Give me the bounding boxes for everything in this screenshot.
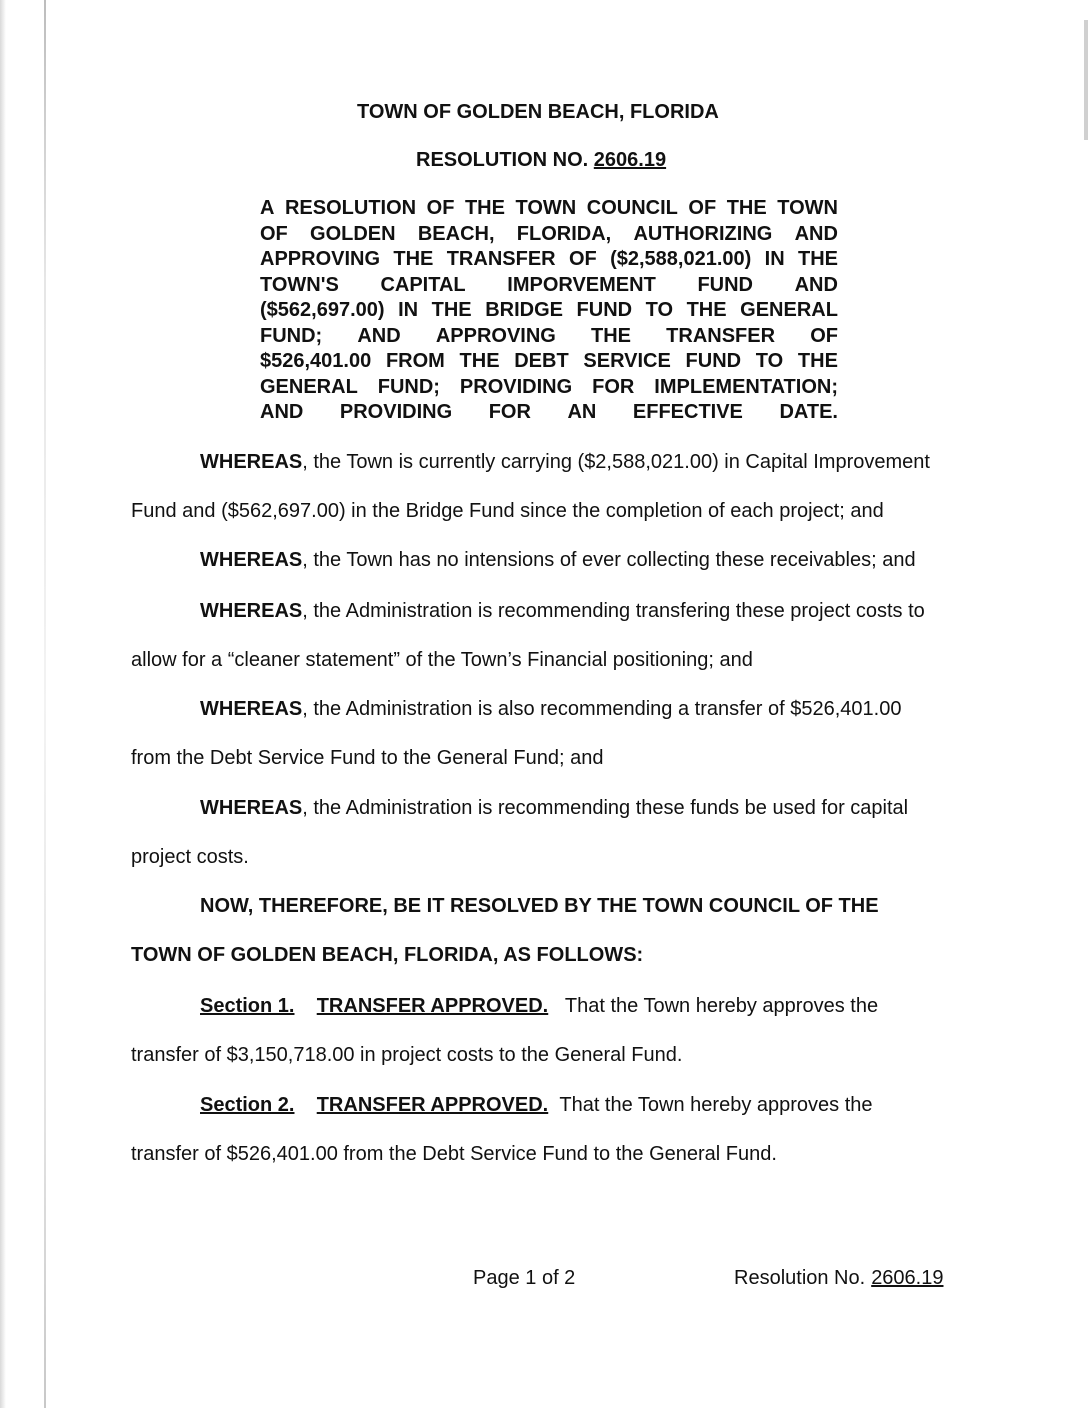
footer-resolution — [734, 1267, 943, 1290]
section-label: Section 1. — [200, 995, 295, 1017]
section-1: Section 1. TRANSFER APPROVED. That the Town hereby approves the — [200, 995, 879, 1017]
footer-resolution-prefix: Resolution No. — [734, 1267, 866, 1289]
resolution-number: 2606.19 — [593, 149, 667, 171]
resolution-heading — [416, 149, 666, 172]
whereas-paragraph: WHEREAS, the Town has no intensions of ever collecting these receivables; and — [200, 549, 916, 571]
title-line: $526,401.00 FROM THE DEBT SERVICE FUND TO THE — [260, 350, 838, 372]
whereas-keyword: WHEREAS — [200, 797, 303, 819]
resolved-clause-continuation: TOWN OF GOLDEN BEACH, FLORIDA, AS FOLLOWS: — [131, 944, 644, 966]
section-2-continuation: transfer of $526,401.00 from the Debt Service Fund to the General Fund. — [131, 1143, 777, 1165]
section-heading: TRANSFER APPROVED. — [316, 1094, 549, 1116]
section-heading: TRANSFER APPROVED. — [316, 995, 549, 1017]
resolved-clause: NOW, THEREFORE, BE IT RESOLVED BY THE TOWN COUNCIL OF THE — [200, 895, 879, 917]
resolution-prefix: RESOLUTION NO. — [416, 149, 589, 171]
title-line: FUND; AND APPROVING THE TRANSFER OF — [260, 324, 838, 347]
whereas-paragraph: WHEREAS, the Administration is also recommending a transfer of $526,401.00 — [200, 698, 902, 720]
title-line: APPROVING THE TRANSFER OF ($2,588,021.00) IN THE — [260, 248, 838, 270]
scan-line-mark — [44, 0, 46, 1408]
title-line: AND PROVIDING FOR AN EFFECTIVE DATE. — [260, 401, 838, 423]
whereas-continuation: allow for a “cleaner statement” of the Town’s Financial positioning; and — [131, 649, 753, 671]
whereas-keyword: WHEREAS — [200, 549, 303, 571]
page-number: Page 1 of 2 — [473, 1267, 576, 1289]
scan-edge-right — [1084, 20, 1088, 140]
whereas-continuation: project costs. — [131, 846, 249, 868]
whereas-keyword: WHEREAS — [200, 451, 303, 473]
whereas-continuation: from the Debt Service Fund to the General Fund; and — [131, 747, 604, 769]
title-line: OF GOLDEN BEACH, FLORIDA, AUTHORIZING AND — [260, 222, 838, 245]
whereas-paragraph: WHEREAS, the Administration is recommending these funds be used for capital — [200, 797, 909, 819]
title-line: TOWN'S CAPITAL IMPORVEMENT FUND AND — [260, 273, 838, 296]
whereas-keyword: WHEREAS — [200, 698, 303, 720]
town-heading: TOWN OF GOLDEN BEACH, FLORIDA — [357, 101, 719, 123]
scan-edge — [0, 0, 6, 1408]
whereas-continuation: Fund and ($562,697.00) in the Bridge Fund since the completion of each project; and — [131, 500, 884, 522]
footer-resolution-number: 2606.19 — [871, 1267, 944, 1289]
section-1-continuation: transfer of $3,150,718.00 in project costs to the General Fund. — [131, 1044, 683, 1066]
section-2: Section 2. TRANSFER APPROVED. That the Town hereby approves the — [200, 1094, 873, 1116]
section-label: Section 2. — [200, 1094, 295, 1116]
resolution-title — [260, 196, 838, 426]
whereas-paragraph: WHEREAS, the Town is currently carrying ($2,588,021.00) in Capital Improvement — [200, 451, 930, 473]
whereas-paragraph: WHEREAS, the Administration is recommending transfering these project costs to — [200, 600, 925, 622]
title-line: ($562,697.00) IN THE BRIDGE FUND TO THE GENERAL — [260, 299, 838, 321]
whereas-keyword: WHEREAS — [200, 600, 303, 622]
title-line: A RESOLUTION OF THE TOWN COUNCIL OF THE TOWN — [260, 197, 838, 219]
title-line: GENERAL FUND; PROVIDING FOR IMPLEMENTATION; — [260, 375, 838, 398]
